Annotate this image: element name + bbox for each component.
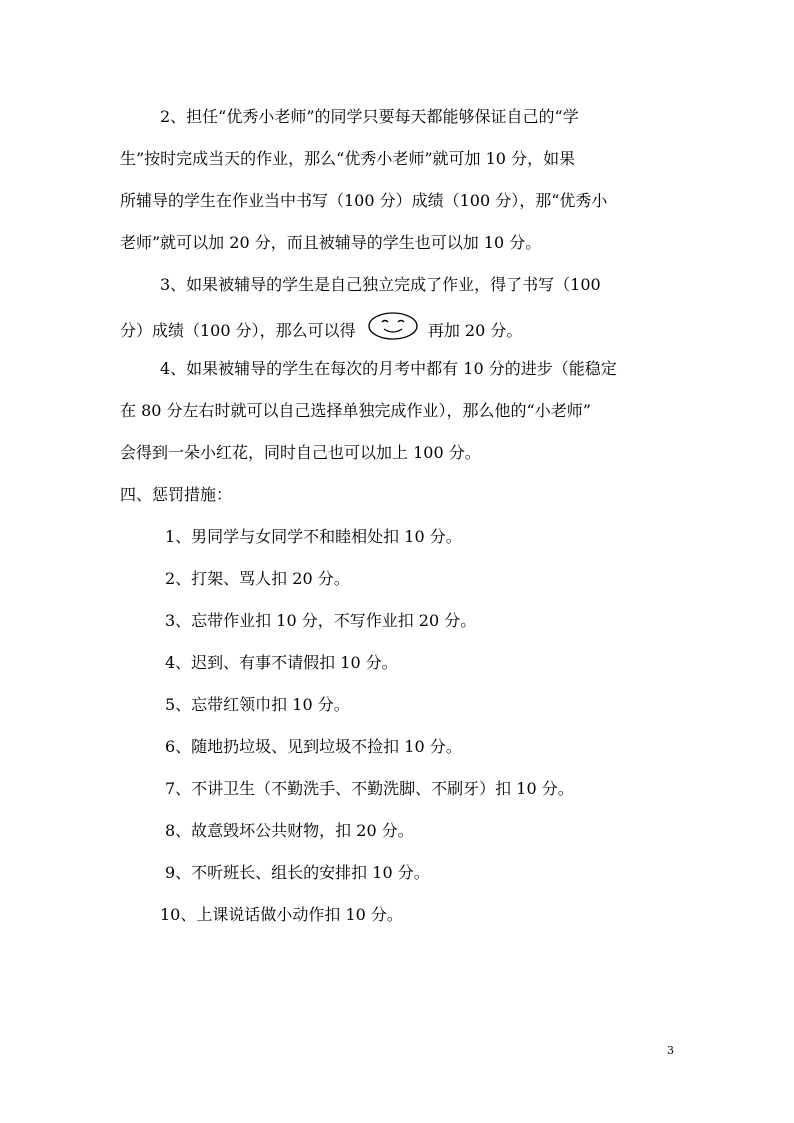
p3-line-1: 3、如果被辅导的学生是自己独立完成了作业，得了书写（100 — [160, 275, 601, 294]
p2-line-2: 生”按时完成当天的作业，那么“优秀小老师”就可加 10 分，如果 — [120, 149, 576, 168]
p3-line-2 — [120, 317, 522, 346]
smiley-face-icon — [367, 311, 419, 346]
penalty-item: 8、故意毁坏公共财物，扣 20 分。 — [165, 821, 414, 840]
section-heading: 四、惩罚措施： — [120, 485, 233, 504]
penalty-item: 7、不讲卫生（不勤洗手、不勤洗脚、不刷牙）扣 10 分。 — [165, 779, 574, 798]
p2-line-4: 老师”就可以加 20 分，而且被辅导的学生也可以加 10 分。 — [120, 233, 542, 252]
penalty-item: 2、打架、骂人扣 20 分。 — [165, 569, 350, 588]
penalty-item: 5、忘带红领巾扣 10 分。 — [165, 695, 350, 714]
p4-line-2: 在 80 分左右时就可以自己选择单独完成作业），那么他的“小老师” — [120, 401, 591, 420]
p3-line-2-text-b: 再加 20 分。 — [427, 321, 523, 340]
penalty-item: 6、随地扔垃圾、见到垃圾不捡扣 10 分。 — [165, 737, 462, 756]
penalty-item: 1、男同学与女同学不和睦相处扣 10 分。 — [165, 527, 462, 546]
penalty-item: 9、不听班长、组长的安排扣 10 分。 — [165, 863, 430, 882]
p4-line-1: 4、如果被辅导的学生在每次的月考中都有 10 分的进步（能稳定 — [160, 359, 617, 378]
penalty-item: 3、忘带作业扣 10 分，不写作业扣 20 分。 — [165, 611, 477, 630]
penalty-item: 10、上课说话做小动作扣 10 分。 — [160, 905, 403, 924]
p2-line-1: 2、担任“优秀小老师”的同学只要每天都能够保证自己的“学 — [160, 107, 579, 126]
p2-line-3: 所辅导的学生在作业当中书写（100 分）成绩（100 分），那“优秀小 — [120, 191, 608, 210]
penalty-item: 4、迟到、有事不请假扣 10 分。 — [165, 653, 398, 672]
p3-line-2-text-a: 分）成绩（100 分），那么可以得 — [120, 321, 356, 340]
p4-line-3: 会得到一朵小红花，同时自己也可以加上 100 分。 — [120, 443, 481, 462]
page-number: 3 — [667, 1044, 674, 1057]
